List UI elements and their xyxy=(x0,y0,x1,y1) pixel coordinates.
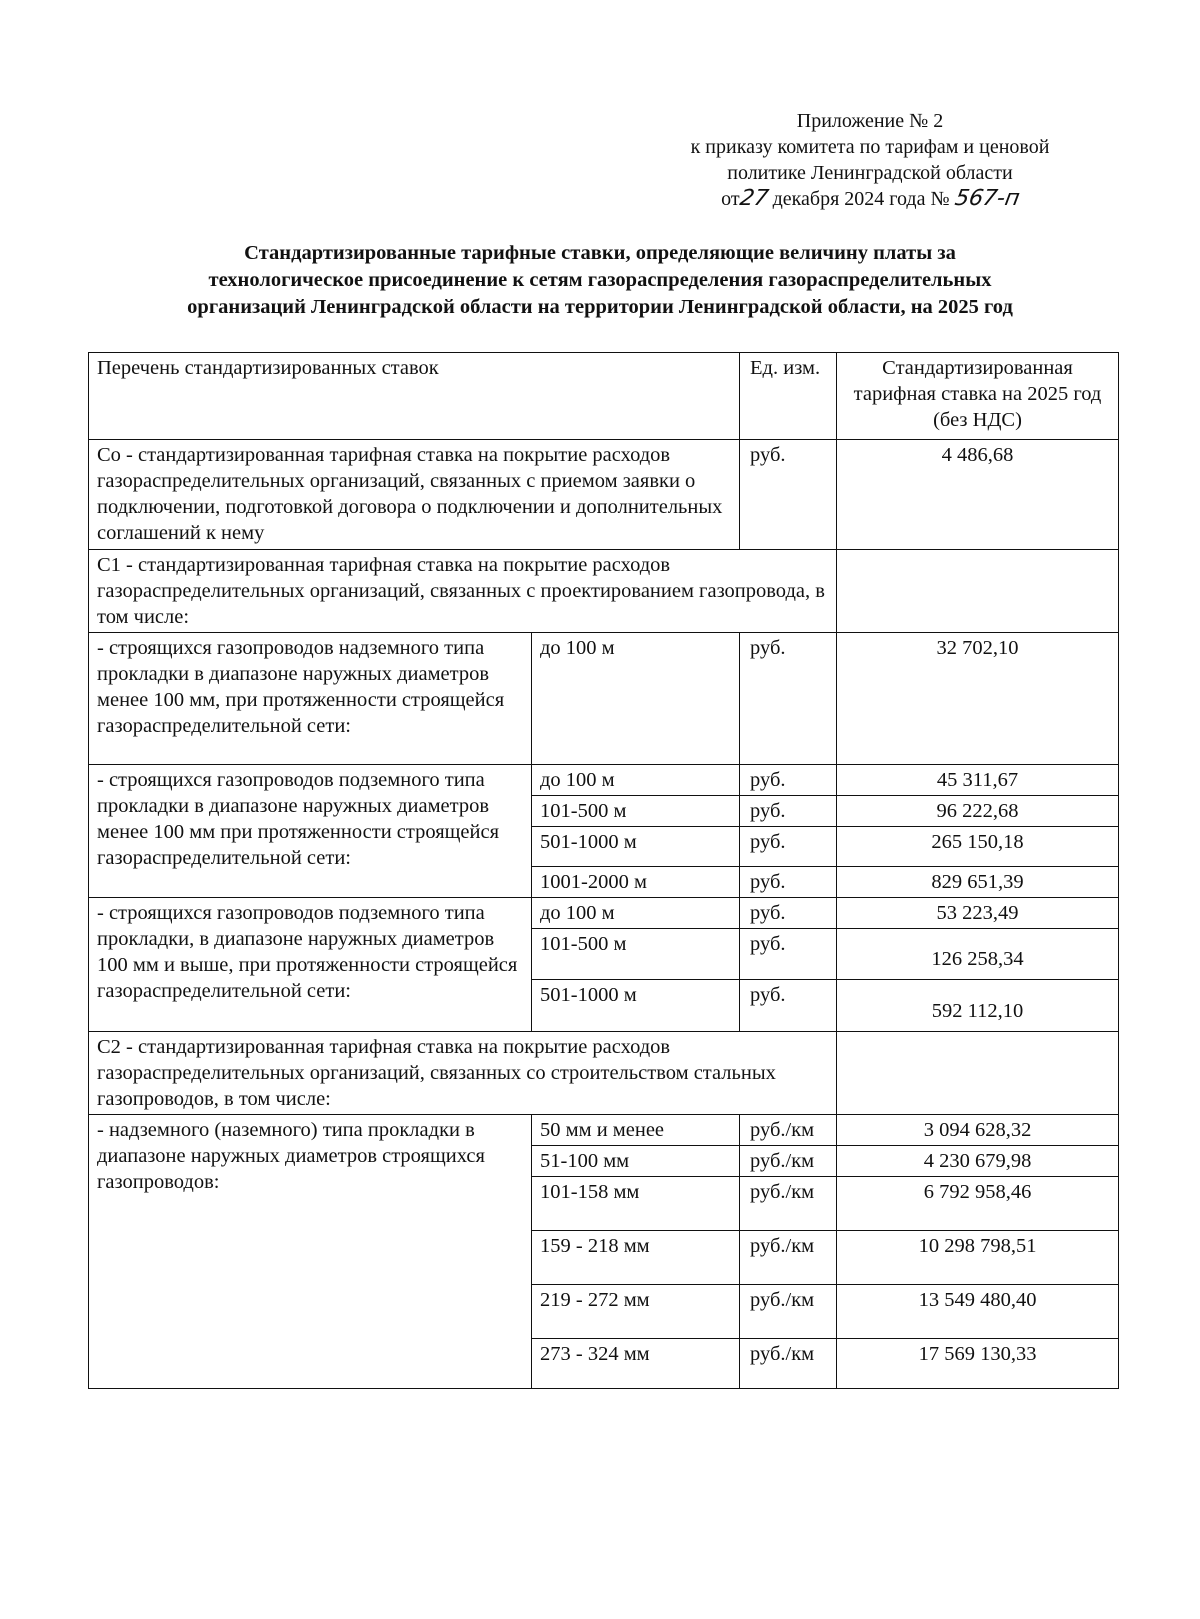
value-cell: 45 311,67 xyxy=(837,765,1119,796)
range-cell: 101-500 м xyxy=(532,796,740,827)
unit-cell: руб. xyxy=(740,827,837,867)
appendix-date xyxy=(640,186,1100,212)
c1-empty-cell xyxy=(837,550,1119,633)
table-header-row xyxy=(89,353,1119,440)
unit-cell: руб. xyxy=(740,980,837,1032)
unit-cell: руб./км xyxy=(740,1285,837,1339)
appendix-number: Приложение № 2 xyxy=(796,110,944,132)
header-list: Перечень стандартизированных ставок xyxy=(89,353,740,440)
title-line-1: Стандартизированные тарифные ставки, определяющие величину платы за xyxy=(244,242,956,264)
unit-cell: руб./км xyxy=(740,1177,837,1231)
table-row xyxy=(89,765,1119,796)
range-cell: 50 мм и менее xyxy=(532,1115,740,1146)
document-title xyxy=(90,240,1110,321)
value-cell: 10 298 798,51 xyxy=(837,1231,1119,1285)
handwritten-day: 27 xyxy=(737,186,770,211)
c2-description: С2 - стандартизированная тарифная ставка на покрытие расходов газораспределительных организаций, связанных со строительством стальных газопроводов, в том числе: xyxy=(89,1032,837,1115)
unit-cell: руб./км xyxy=(740,1339,837,1389)
range-cell: до 100 м xyxy=(532,633,740,765)
unit-cell: руб. xyxy=(740,929,837,980)
unit-cell: руб./км xyxy=(740,1146,837,1177)
value-cell: 17 569 130,33 xyxy=(837,1339,1119,1389)
range-cell: 219 - 272 мм xyxy=(532,1285,740,1339)
c2-group-description: - надземного (наземного) типа прокладки в диапазоне наружных диаметров строящихся газопроводов: xyxy=(89,1115,532,1389)
table-row xyxy=(89,633,1119,765)
header-rate: Стандартизированная тарифная ставка на 2025 год (без НДС) xyxy=(837,353,1119,440)
unit-cell: руб./км xyxy=(740,1231,837,1285)
range-cell: 101-158 мм xyxy=(532,1177,740,1231)
range-cell: 159 - 218 мм xyxy=(532,1231,740,1285)
date-prefix: от xyxy=(721,188,740,210)
value-cell: 32 702,10 xyxy=(837,633,1119,765)
value-cell: 265 150,18 xyxy=(837,827,1119,867)
unit-cell: руб. xyxy=(740,633,837,765)
title-line-3: организаций Ленинградской области на территории Ленинградской области, на 2025 год xyxy=(187,296,1013,318)
table-row-c1-heading xyxy=(89,550,1119,633)
value-cell: 592 112,10 xyxy=(837,980,1119,1032)
c1-description: С1 - стандартизированная тарифная ставка на покрытие расходов газораспределительных организаций, связанных с проектированием газопровода, в том числе: xyxy=(89,550,837,633)
header-unit: Ед. изм. xyxy=(740,353,837,440)
range-cell: 501-1000 м xyxy=(532,827,740,867)
unit-cell: руб. xyxy=(740,765,837,796)
tariff-table xyxy=(88,352,1119,1389)
range-cell: 101-500 м xyxy=(532,929,740,980)
c2-empty-cell xyxy=(837,1032,1119,1115)
unit-cell: руб. xyxy=(740,898,837,929)
table-row-c2-heading xyxy=(89,1032,1119,1115)
value-cell: 13 549 480,40 xyxy=(837,1285,1119,1339)
range-cell: 51-100 мм xyxy=(532,1146,740,1177)
c0-unit: руб. xyxy=(740,440,837,550)
value-cell: 6 792 958,46 xyxy=(837,1177,1119,1231)
date-middle: декабря 2024 года № xyxy=(772,188,950,210)
c1-group-description: - строящихся газопроводов подземного типа прокладки в диапазоне наружных диаметров менее 100 мм при протяженности строящейся газораспределительной сети: xyxy=(89,765,532,898)
title-line-2: технологическое присоединение к сетям газораспределения газораспределительных xyxy=(208,269,992,291)
handwritten-order-number: 567-п xyxy=(952,186,1022,211)
value-cell: 126 258,34 xyxy=(837,929,1119,980)
unit-cell: руб. xyxy=(740,796,837,827)
table-row xyxy=(89,898,1119,929)
c0-description: Со - стандартизированная тарифная ставка на покрытие расходов газораспределительных организаций, связанных с приемом заявки о подключении, подготовкой договора о подключении и дополнительных соглашений к нему xyxy=(89,440,740,550)
value-cell: 829 651,39 xyxy=(837,867,1119,898)
value-cell: 4 230 679,98 xyxy=(837,1146,1119,1177)
appendix-header xyxy=(640,108,1100,212)
unit-cell: руб./км xyxy=(740,1115,837,1146)
appendix-order-ref: к приказу комитета по тарифам и ценовой xyxy=(690,136,1050,158)
appendix-committee: политике Ленинградской области xyxy=(727,162,1013,184)
c1-group-description: - строящихся газопроводов надземного типа прокладки в диапазоне наружных диаметров менее 100 мм, при протяженности строящейся газораспределительной сети: xyxy=(89,633,532,765)
value-cell: 53 223,49 xyxy=(837,898,1119,929)
value-cell: 96 222,68 xyxy=(837,796,1119,827)
range-cell: 273 - 324 мм xyxy=(532,1339,740,1389)
range-cell: до 100 м xyxy=(532,765,740,796)
c1-group-description: - строящихся газопроводов подземного типа прокладки, в диапазоне наружных диаметров 100 мм и выше, при протяженности строящейся газораспределительной сети: xyxy=(89,898,532,1032)
range-cell: 1001-2000 м xyxy=(532,867,740,898)
table-row xyxy=(89,1115,1119,1146)
unit-cell: руб. xyxy=(740,867,837,898)
range-cell: 501-1000 м xyxy=(532,980,740,1032)
range-cell: до 100 м xyxy=(532,898,740,929)
table-row-c0 xyxy=(89,440,1119,550)
value-cell: 3 094 628,32 xyxy=(837,1115,1119,1146)
c0-value: 4 486,68 xyxy=(837,440,1119,550)
